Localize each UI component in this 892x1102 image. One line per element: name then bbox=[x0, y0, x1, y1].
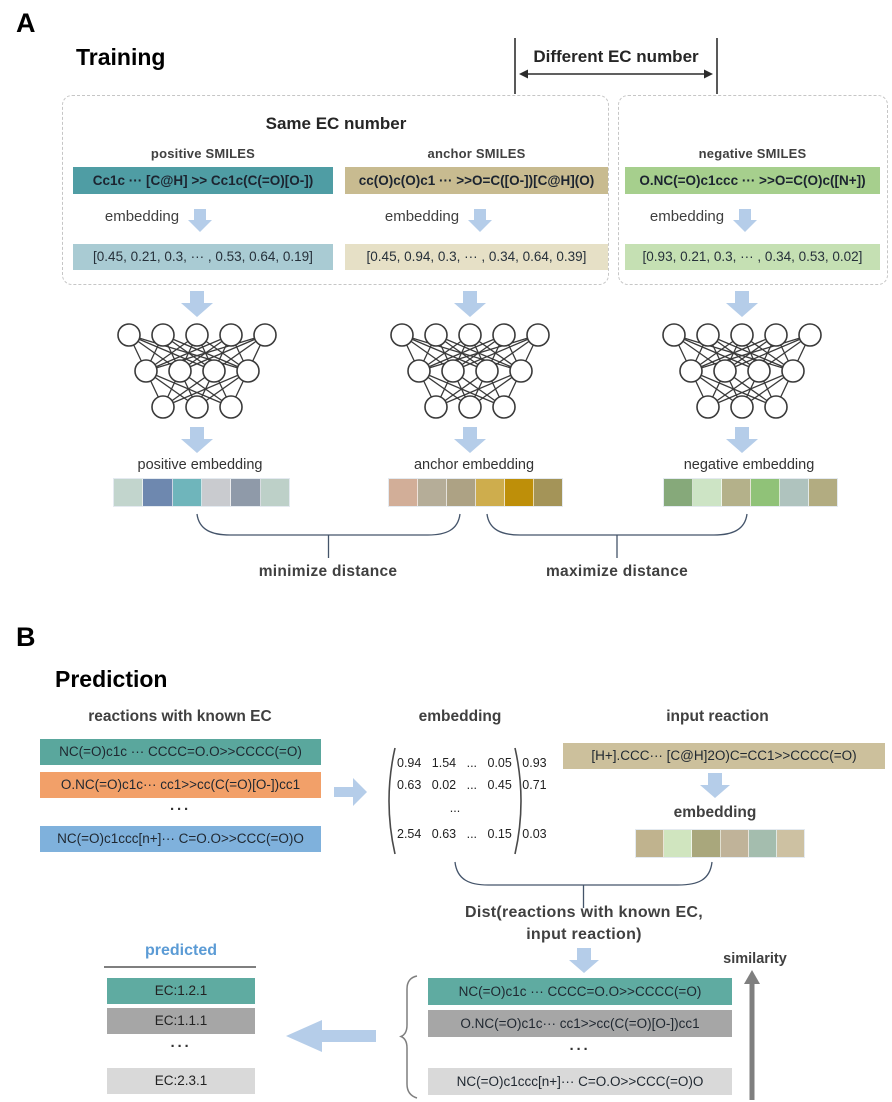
up-arrow-icon bbox=[743, 970, 761, 1100]
embedding-matrix bbox=[381, 744, 547, 858]
down-arrow-icon bbox=[179, 427, 215, 454]
matrix-row: ... bbox=[449, 801, 461, 815]
embedding-strip-cell bbox=[693, 479, 722, 506]
down-arrow-icon bbox=[732, 209, 758, 233]
input-reaction-box: [H+].CCC··· [C@H]2O)C=CC1>>CCCC(=O) bbox=[563, 743, 885, 769]
panel-b-label: B bbox=[16, 622, 36, 652]
negative-smiles-heading: negative SMILES bbox=[698, 146, 807, 161]
input-reaction-heading: input reaction bbox=[666, 708, 769, 725]
down-arrow-icon bbox=[724, 291, 760, 318]
embedding-strip-cell bbox=[749, 830, 777, 857]
right-arrow-icon bbox=[334, 777, 368, 807]
anchor-embedding-strip bbox=[388, 478, 563, 507]
embedding-strip-cell bbox=[751, 479, 780, 506]
matrix-row: 0.94 1.54 ... 0.05 0.93 bbox=[397, 756, 547, 770]
embedding-strip-cell bbox=[261, 479, 289, 506]
negative-embedding-name: negative embedding bbox=[683, 457, 815, 473]
ranked-row: NC(=O)c1c ··· CCCC=O.O>>CCCC(=O) bbox=[428, 978, 732, 1005]
anchor-embedding-name: anchor embedding bbox=[413, 457, 535, 473]
down-arrow-icon bbox=[452, 427, 488, 454]
positive-embedding-label: embedding bbox=[104, 208, 180, 225]
minimize-distance-label: minimize distance bbox=[258, 563, 398, 580]
negative-embedding-strip bbox=[663, 478, 838, 507]
input-embedding-strip bbox=[635, 829, 805, 858]
negative-smiles-box: O.NC(=O)c1ccc ··· >>O=C(O)c([N+]) bbox=[625, 167, 880, 194]
down-arrow-icon bbox=[187, 209, 213, 233]
same-ec-label: Same EC number bbox=[265, 114, 407, 133]
predicted-ellipsis: ··· bbox=[170, 1038, 192, 1055]
embedding-strip-cell bbox=[534, 479, 562, 506]
predicted-ec-row: EC:1.2.1 bbox=[107, 978, 255, 1004]
embedding-strip-cell bbox=[418, 479, 447, 506]
predicted-ec-row: EC:2.3.1 bbox=[107, 1068, 255, 1094]
anchor-vector-box: [0.45, 0.94, 0.3, ··· , 0.34, 0.64, 0.39] bbox=[345, 244, 608, 270]
distance-braces bbox=[0, 508, 892, 564]
predicted-heading: predicted bbox=[144, 942, 217, 959]
down-arrow-icon bbox=[568, 948, 600, 974]
positive-vector-box: [0.45, 0.21, 0.3, ··· , 0.53, 0.64, 0.19] bbox=[73, 244, 333, 270]
embedding-strip-cell bbox=[389, 479, 418, 506]
training-title: Training bbox=[76, 44, 166, 70]
embedding-strip-cell bbox=[721, 830, 749, 857]
matrix-row: 0.63 0.02 ... 0.45 0.71 bbox=[397, 778, 547, 792]
positive-smiles-box: Cc1c ··· [C@H] >> Cc1c(C(=O)[O-]) bbox=[73, 167, 333, 194]
down-arrow-icon bbox=[452, 291, 488, 318]
embedding-strip-cell bbox=[447, 479, 476, 506]
embedding-strip-cell bbox=[692, 830, 720, 857]
ranked-ellipsis: ··· bbox=[569, 1041, 591, 1058]
embedding-strip-cell bbox=[505, 479, 534, 506]
left-arrow-icon bbox=[284, 1019, 376, 1053]
predicted-ec-row: EC:1.1.1 bbox=[107, 1008, 255, 1034]
embedding-strip-cell bbox=[231, 479, 260, 506]
known-ec-row: O.NC(=O)c1c··· cc1>>cc(C(=O)[O-])cc1 bbox=[40, 772, 321, 798]
matrix-row: 2.54 0.63 ... 0.15 0.03 bbox=[397, 827, 547, 841]
embedding-strip-cell bbox=[636, 830, 664, 857]
positive-embedding-name: positive embedding bbox=[137, 457, 263, 473]
diff-ec-right-bar bbox=[716, 38, 718, 94]
prediction-title: Prediction bbox=[55, 666, 168, 692]
ranked-list-brace bbox=[398, 974, 422, 1100]
predicted-underline bbox=[104, 966, 256, 968]
down-arrow-icon bbox=[467, 209, 493, 233]
double-arrow-icon bbox=[516, 66, 716, 82]
known-ec-ellipsis: ··· bbox=[170, 801, 191, 818]
ranked-row: NC(=O)c1ccc[n+]··· C=O.O>>CCC(=O)O bbox=[428, 1068, 732, 1095]
known-ec-heading: reactions with known EC bbox=[88, 708, 272, 725]
embedding-strip-cell bbox=[114, 479, 143, 506]
embedding-strip-cell bbox=[722, 479, 751, 506]
embedding-strip-cell bbox=[780, 479, 809, 506]
matrix-heading: embedding bbox=[418, 708, 502, 725]
ranked-row: O.NC(=O)c1c··· cc1>>cc(C(=O)[O-])cc1 bbox=[428, 1010, 732, 1037]
down-arrow-icon bbox=[179, 291, 215, 318]
down-arrow-icon bbox=[724, 427, 760, 454]
neural-network-negative bbox=[657, 322, 827, 420]
neural-network-anchor bbox=[385, 322, 555, 420]
embedding-strip-cell bbox=[777, 830, 804, 857]
embedding-strip-cell bbox=[173, 479, 202, 506]
similarity-label: similarity bbox=[723, 951, 787, 967]
embedding-strip-cell bbox=[143, 479, 172, 506]
embedding-strip-cell bbox=[664, 479, 693, 506]
known-ec-row: NC(=O)c1c ··· CCCC=O.O>>CCCC(=O) bbox=[40, 739, 321, 765]
anchor-smiles-box: cc(O)c(O)c1 ··· >>O=C([O-])[C@H](O) bbox=[345, 167, 608, 194]
positive-embedding-strip bbox=[113, 478, 290, 507]
anchor-embedding-label: embedding bbox=[384, 208, 460, 225]
embedding-strip-cell bbox=[809, 479, 837, 506]
input-embedding-label: embedding bbox=[673, 804, 757, 821]
panel-a-label: A bbox=[16, 8, 36, 38]
embedding-strip-cell bbox=[476, 479, 505, 506]
embedding-strip-cell bbox=[202, 479, 231, 506]
down-arrow-icon bbox=[699, 773, 731, 799]
negative-embedding-label: embedding bbox=[649, 208, 725, 225]
negative-vector-box: [0.93, 0.21, 0.3, ··· , 0.34, 0.53, 0.02] bbox=[625, 244, 880, 270]
neural-network-positive bbox=[112, 322, 282, 420]
dist-label-line1: Dist(reactions with known EC, bbox=[464, 904, 704, 921]
dist-label-line2: input reaction) bbox=[526, 926, 642, 943]
known-ec-row: NC(=O)c1ccc[n+]··· C=O.O>>CCC(=O)O bbox=[40, 826, 321, 852]
embedding-strip-cell bbox=[664, 830, 692, 857]
anchor-smiles-heading: anchor SMILES bbox=[427, 146, 526, 161]
maximize-distance-label: maximize distance bbox=[545, 563, 689, 580]
different-ec-label: Different EC number bbox=[533, 47, 699, 66]
positive-smiles-heading: positive SMILES bbox=[150, 146, 256, 161]
